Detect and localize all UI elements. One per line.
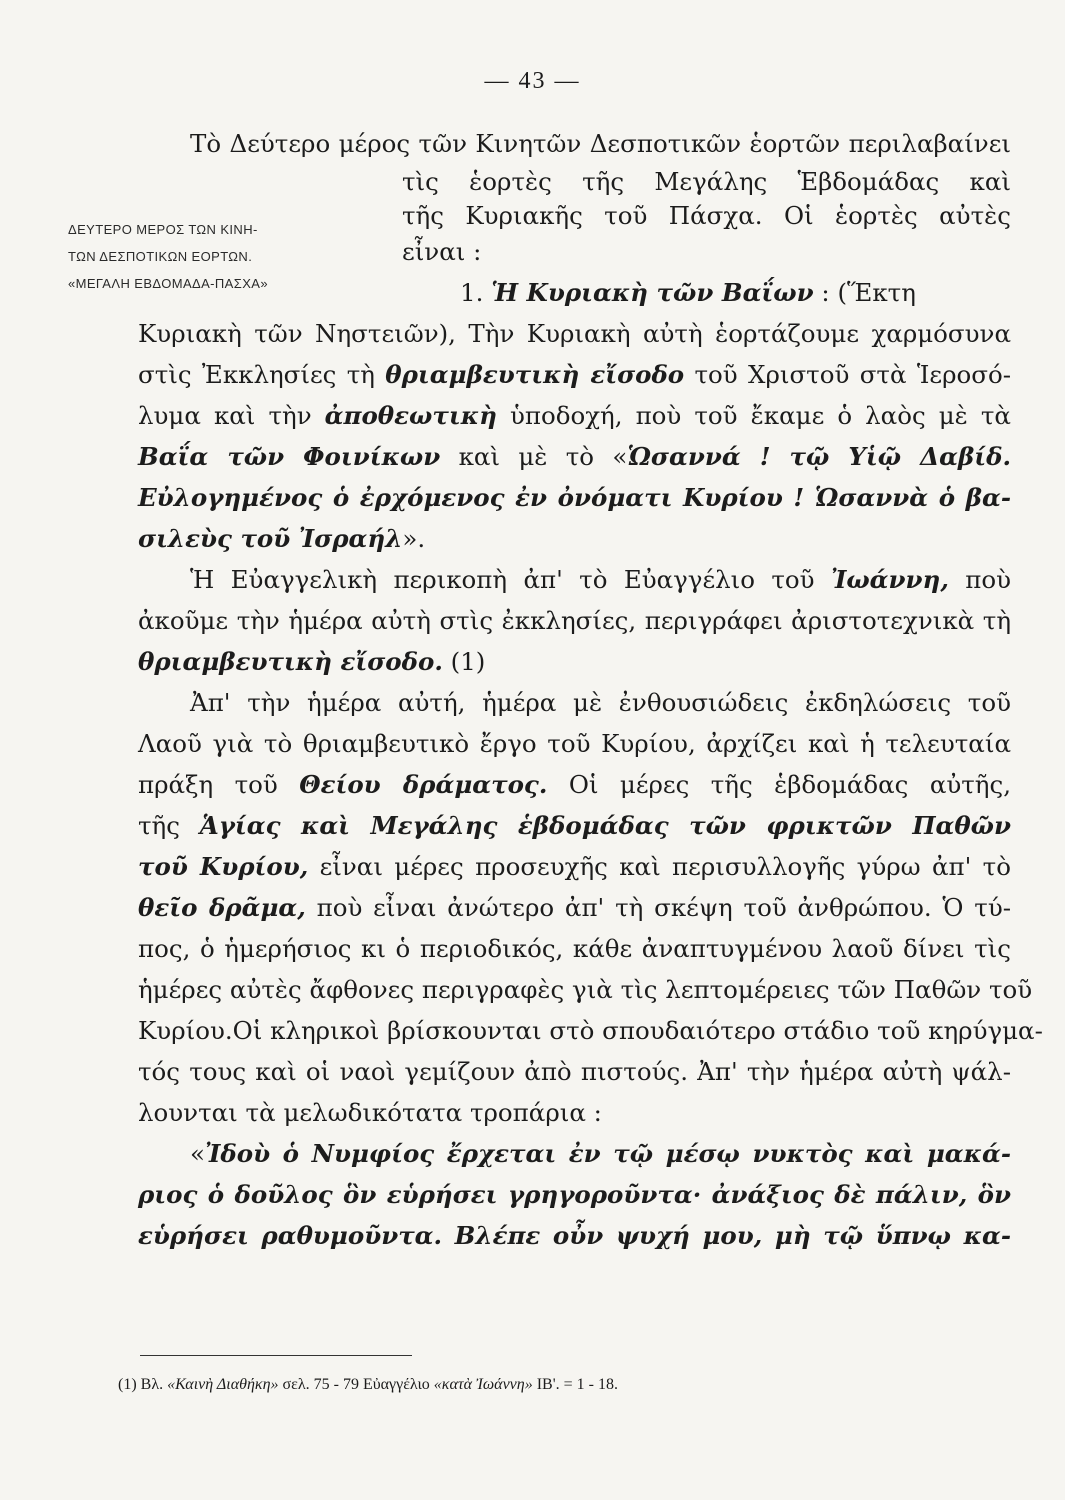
text-span: Ἡ Εὐαγγελικὴ περικοπὴ ἀπ' τὸ Εὐαγγέλιο τοῦ	[190, 565, 815, 594]
text-line: ἀκοῦμε τὴν ἡμέρα αὐτὴ στὶς ἐκκλησίες, περιγράφει ἀριστοτεχνικὰ τὴ	[138, 606, 1011, 635]
text-line: τός τους καὶ οἱ ναοὶ γεμίζουν ἀπὸ πιστούς. Ἀπ' τὴν ἡμέρα αὐτὴ ψάλ-	[138, 1057, 1011, 1086]
text-line	[138, 847, 1011, 887]
text-span: Οἱ μέρες τῆς ἑβδομάδας αὐτῆς,	[568, 770, 1011, 799]
footnote-mark: (1)	[118, 1376, 137, 1393]
text-line: Ἀπ' τὴν ἡμέρα αὐτή, ἡμέρα μὲ ἐνθουσιώδεις ἐκδηλώσεις τοῦ	[190, 688, 1011, 717]
emphasis: θριαμβευτικὴ εἴσοδο.	[138, 647, 443, 676]
text-line	[138, 437, 1011, 477]
text-span: λυμα καὶ τὴν	[138, 401, 312, 430]
emphasis: Βαΐα τῶν Φοινίκων	[138, 442, 441, 471]
text-line	[138, 519, 425, 559]
emphasis: Ἡ Κυριακὴ τῶν Βαΐων	[491, 278, 814, 307]
text-span: ποὺ	[965, 565, 1011, 594]
text-line	[138, 355, 1011, 395]
text-span: ποὺ εἶναι ἀνώτερο ἀπ' τὴ σκέψη τοῦ ἀνθρώπου. Ὁ τύ-	[316, 893, 1011, 922]
text-span: στὶς Ἐκκλησίες τὴ	[138, 360, 375, 389]
text-line: Κυρίου.Οἱ κληρικοὶ βρίσκουνται στὸ σπουδαιότερο στάδιο τοῦ κηρύγμα-	[138, 1016, 1043, 1045]
emphasis: Ἁγίας καὶ Μεγάλης ἑβδομάδας τῶν φρικτῶν Παθῶν	[199, 811, 1011, 840]
emphasis: τοῦ Κυρίου,	[138, 852, 309, 881]
emphasis: Ἰωάννη,	[830, 565, 949, 594]
emphasis: Ὡσαννά ! τῷ Υἱῷ Δαβίδ.	[627, 442, 1011, 471]
text-span: τῆς	[138, 811, 180, 840]
text-span: ὑποδοχή, ποὺ τοῦ ἔκαμε ὁ λαὸς μὲ τὰ	[509, 401, 1011, 430]
footnote-ref: (1)	[450, 647, 486, 676]
emphasis: ἀποθεωτικὴ	[324, 401, 497, 430]
emphasis: θριαμβευτικὴ εἴσοδο	[385, 360, 685, 389]
margin-heading	[68, 216, 398, 297]
text-line	[138, 642, 485, 682]
text-line: Τὸ Δεύτερο μέρος τῶν Κινητῶν Δεσποτικῶν ἑορτῶν περιλαβαίνει	[190, 129, 1011, 158]
text-span: : (Ἕκτη	[821, 278, 916, 307]
text-line	[460, 273, 1011, 313]
page-number: — 43 —	[484, 68, 581, 94]
text-span: ».	[402, 524, 426, 553]
text-span: πράξη τοῦ	[138, 770, 278, 799]
text-line: ἡμέρες αὐτὲς ἄφθονες περιγραφὲς γιὰ τὶς λεπτομέρειες τῶν Παθῶν τοῦ	[138, 975, 1033, 1004]
text-line: εὑρήσει ραθυμοῦντα. Βλέπε οὖν ψυχή μου, μὴ τῷ ὕπνῳ κα-	[138, 1221, 1011, 1250]
footnote-text: Βλ.	[140, 1376, 164, 1393]
footnote-title: «Καινὴ Διαθήκη»	[167, 1376, 279, 1393]
text-line	[190, 560, 1011, 600]
text-span: εἶναι μέρες προσευχῆς καὶ περισυλλογῆς γύρω ἀπ' τὸ	[319, 852, 1011, 881]
text-line: Λαοῦ γιὰ τὸ θριαμβευτικὸ ἔργο τοῦ Κυρίου, ἀρχίζει καὶ ἡ τελευταία	[138, 729, 1011, 758]
margin-heading-line: «ΜΕΓΑΛΗ ΕΒΔΟΜΑΔΑ-ΠΑΣΧΑ»	[68, 276, 268, 291]
text-span: «	[190, 1139, 205, 1168]
text-line: ριος ὁ δοῦλος ὃν εὑρήσει γρηγοροῦντα· ἀνάξιος δὲ πάλιν, ὃν	[138, 1180, 1011, 1209]
emphasis: Ἰδοὺ ὁ Νυμφίος ἔρχεται ἐν τῷ μέσῳ νυκτὸς καὶ μακά-	[205, 1139, 1011, 1168]
text-line: τὶς ἑορτὲς τῆς Μεγάλης Ἑβδομάδας καὶ	[402, 167, 1011, 196]
text-line: εἶναι :	[402, 237, 482, 266]
text-span: καὶ μὲ τὸ «	[458, 442, 628, 471]
text-span: τοῦ Χριστοῦ στὰ Ἱεροσό-	[694, 360, 1011, 389]
emphasis: σιλεὺς τοῦ Ἰσραήλ	[138, 524, 403, 553]
footnote-text: σελ. 75 - 79 Εὐαγγέλιο	[282, 1376, 430, 1393]
item-number: 1.	[460, 278, 484, 307]
text-line: λουνται τὰ μελωδικότατα τροπάρια :	[138, 1098, 602, 1127]
margin-heading-line: ΤΩΝ ΔΕΣΠΟΤΙΚΩΝ ΕΟΡΤΩΝ.	[68, 249, 253, 264]
footnote-ref: ΙΒ'. = 1 - 18.	[536, 1376, 618, 1393]
emphasis: θεῖο δρᾶμα,	[138, 893, 306, 922]
margin-heading-line: ΔΕΥΤΕΡΟ ΜΕΡΟΣ ΤΩΝ ΚΙΝΗ-	[68, 222, 258, 237]
text-line	[138, 806, 1011, 846]
text-line	[138, 396, 1011, 436]
text-line	[190, 1134, 1011, 1174]
footnote-divider	[140, 1355, 412, 1356]
text-line: τῆς Κυριακῆς τοῦ Πάσχα. Οἱ ἑορτὲς αὐτὲς	[402, 201, 1011, 230]
footnote	[118, 1373, 1018, 1397]
text-line: πος, ὁ ἡμερήσιος κι ὁ περιοδικός, κάθε ἀναπτυγμένου λαοῦ δίνει τὶς	[138, 934, 1011, 963]
emphasis: Θείου δράματος.	[299, 770, 548, 799]
text-line: Εὐλογημένος ὁ ἐρχόμενος ἐν ὀνόματι Κυρίου ! Ὡσαννὰ ὁ βα-	[138, 483, 1011, 512]
text-line: Κυριακὴ τῶν Νηστειῶν), Τὴν Κυριακὴ αὐτὴ ἑορτάζουμε χαρμόσυνα	[138, 319, 1011, 348]
footnote-gospel: «κατὰ Ἰωάννη»	[433, 1376, 533, 1393]
text-line	[138, 888, 1011, 928]
text-line	[138, 765, 1011, 805]
